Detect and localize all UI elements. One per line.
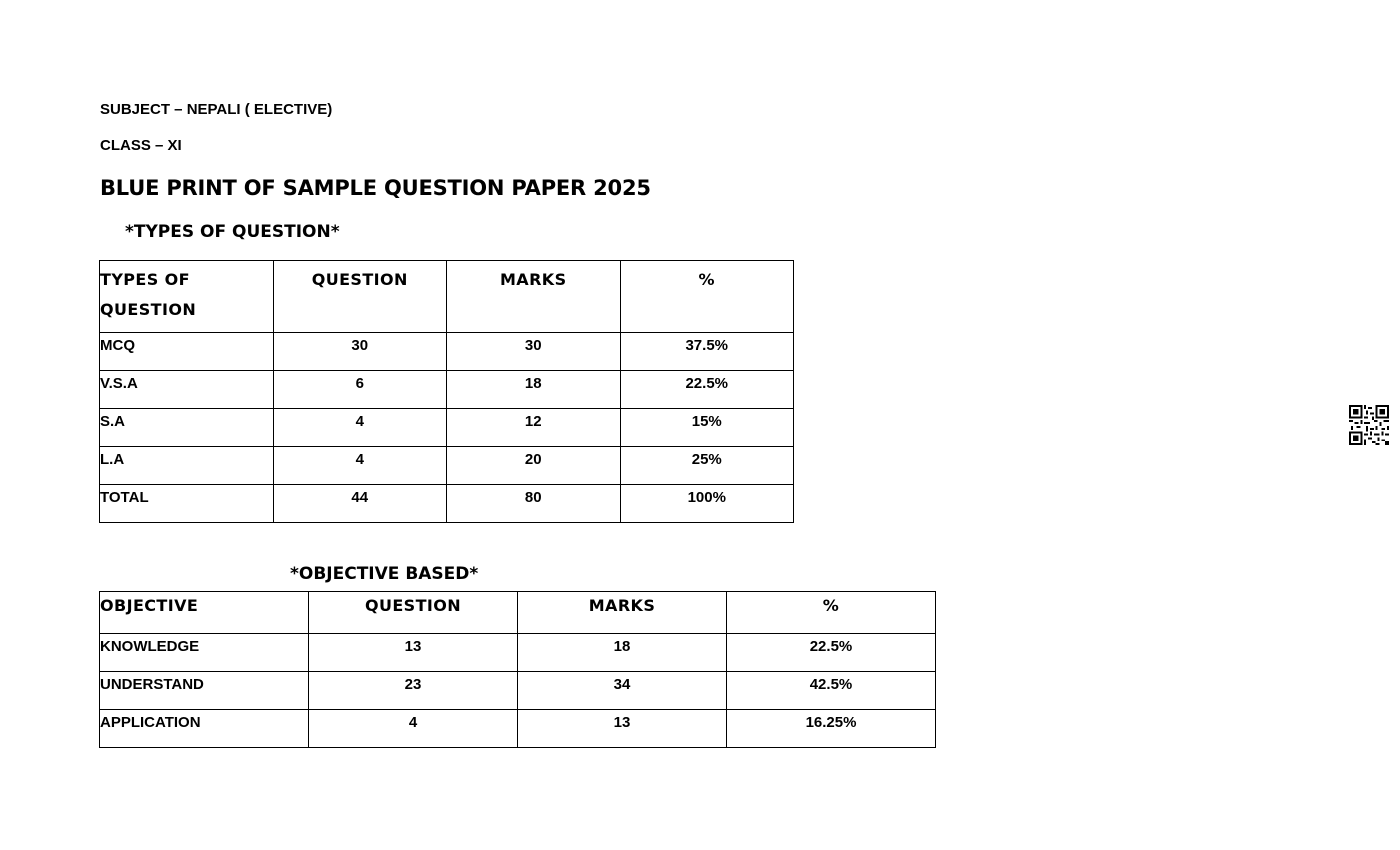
marks-value: 80 <box>447 485 621 523</box>
column-header-percent: % <box>620 261 794 333</box>
class-line: CLASS – XI <box>100 137 182 154</box>
percent-value: 25% <box>620 447 794 485</box>
row-label: S.A <box>100 409 274 447</box>
table-row <box>100 710 936 748</box>
question-count: 44 <box>273 485 447 523</box>
types-section-heading: *TYPES OF QUESTION* <box>125 222 340 242</box>
qr-code-icon <box>1349 405 1389 445</box>
row-label: MCQ <box>100 333 274 371</box>
column-header-percent: % <box>727 592 936 634</box>
row-label: TOTAL <box>100 485 274 523</box>
marks-value: 12 <box>447 409 621 447</box>
column-header-question: QUESTION <box>273 261 447 333</box>
percent-value: 16.25% <box>727 710 936 748</box>
table-row <box>100 409 794 447</box>
question-count: 4 <box>273 447 447 485</box>
types-of-question-table <box>99 260 794 523</box>
table-row <box>100 447 794 485</box>
percent-value: 22.5% <box>727 634 936 672</box>
subject-line: SUBJECT – NEPALI ( ELECTIVE) <box>100 101 333 118</box>
question-count: 6 <box>273 371 447 409</box>
marks-value: 30 <box>447 333 621 371</box>
question-count: 30 <box>273 333 447 371</box>
objective-section-heading: *OBJECTIVE BASED* <box>290 564 479 584</box>
page-title: BLUE PRINT OF SAMPLE QUESTION PAPER 2025 <box>100 176 651 200</box>
marks-value: 13 <box>518 710 727 748</box>
row-label: V.S.A <box>100 371 274 409</box>
row-label: KNOWLEDGE <box>100 634 309 672</box>
marks-value: 18 <box>518 634 727 672</box>
question-count: 13 <box>309 634 518 672</box>
table-row <box>100 333 794 371</box>
question-count: 23 <box>309 672 518 710</box>
percent-value: 37.5% <box>620 333 794 371</box>
percent-value: 15% <box>620 409 794 447</box>
objective-based-table <box>99 591 936 748</box>
column-header-type: TYPES OF QUESTION <box>100 261 274 333</box>
percent-value: 100% <box>620 485 794 523</box>
total-row <box>100 485 794 523</box>
column-header-objective: OBJECTIVE <box>100 592 309 634</box>
column-header-question: QUESTION <box>309 592 518 634</box>
column-header-marks: MARKS <box>447 261 621 333</box>
question-count: 4 <box>309 710 518 748</box>
question-count: 4 <box>273 409 447 447</box>
table-header-row <box>100 592 936 634</box>
table-row <box>100 371 794 409</box>
column-header-marks: MARKS <box>518 592 727 634</box>
marks-value: 18 <box>447 371 621 409</box>
marks-value: 34 <box>518 672 727 710</box>
marks-value: 20 <box>447 447 621 485</box>
row-label: APPLICATION <box>100 710 309 748</box>
percent-value: 42.5% <box>727 672 936 710</box>
percent-value: 22.5% <box>620 371 794 409</box>
table-row <box>100 634 936 672</box>
row-label: UNDERSTAND <box>100 672 309 710</box>
table-header-row <box>100 261 794 333</box>
row-label: L.A <box>100 447 274 485</box>
table-row <box>100 672 936 710</box>
